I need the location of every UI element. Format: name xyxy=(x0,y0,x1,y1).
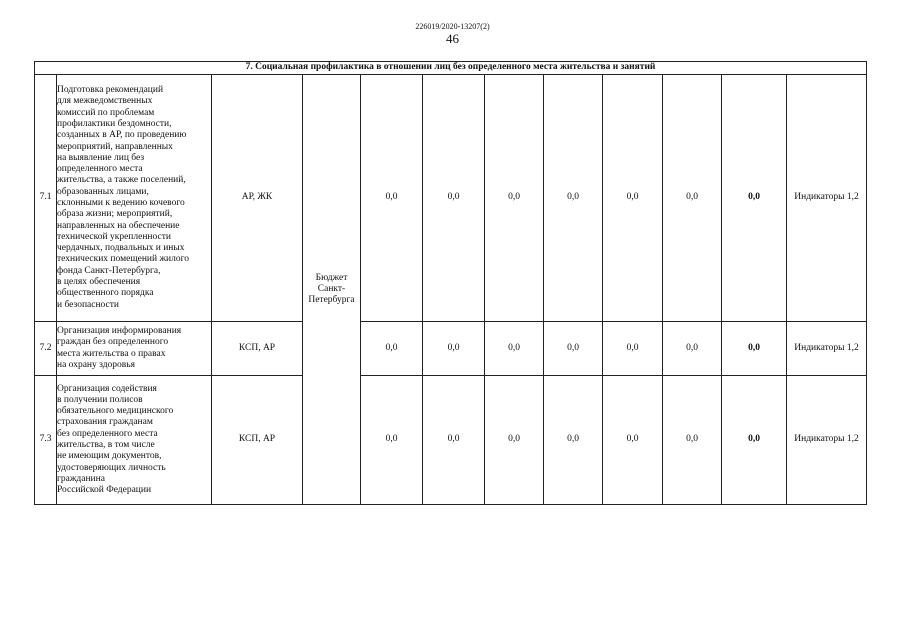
value-cell: 0,0 xyxy=(485,75,544,322)
executors: КСП, АР xyxy=(212,322,303,376)
total-cell: 0,0 xyxy=(722,376,787,505)
value-cell: 0,0 xyxy=(361,75,423,322)
value-cell: 0,0 xyxy=(603,75,663,322)
indicators: Индикаторы 1,2 xyxy=(787,376,867,505)
page-number: 46 xyxy=(446,31,459,46)
value-cell: 0,0 xyxy=(361,376,423,505)
indicators: Индикаторы 1,2 xyxy=(787,322,867,376)
value-cell: 0,0 xyxy=(544,376,603,505)
value-cell: 0,0 xyxy=(485,376,544,505)
value-cell: 0,0 xyxy=(663,322,722,376)
section-header-row xyxy=(35,62,867,75)
measure-description: Организация содействия в получении полисов обязательного медицинского страхования гражданам без определенного места жительства, в том числе не имеющим документов, удостоверяющих личность гражданина Российской Федерации xyxy=(57,376,212,505)
section-title: 7. Социальная профилактика в отношении лиц без определенного места жительства и занятий xyxy=(35,62,867,75)
value-cell: 0,0 xyxy=(423,322,485,376)
indicators: Индикаторы 1,2 xyxy=(787,75,867,322)
measure-description: Организация информирования граждан без определенного места жительства о правах на охрану здоровья xyxy=(57,322,212,376)
value-cell: 0,0 xyxy=(603,322,663,376)
table-row xyxy=(35,376,867,505)
total-cell: 0,0 xyxy=(722,322,787,376)
table-row xyxy=(35,322,867,376)
funding-source: Бюджет Санкт- Петербурга xyxy=(303,75,361,505)
table-row xyxy=(35,75,867,322)
value-cell: 0,0 xyxy=(485,322,544,376)
value-cell: 0,0 xyxy=(544,322,603,376)
row-number: 7.2 xyxy=(35,322,57,376)
value-cell: 0,0 xyxy=(423,75,485,322)
measure-description: Подготовка рекомендаций для межведомственных комиссий по проблемам профилактики бездомности, созданных в АР, по проведению мероприятий, направленных на выявление лиц без определенного места жительства, а также поселений, образованных лицами, склонными к ведению кочевого образа жизни; мероприятий, направленных на обеспечение технической укрепленности чердачных, подвальных и иных технических помещений жилого фонда Санкт-Петербурга, в целях обеспечения общественного порядка и безопасности xyxy=(57,75,212,322)
document-id: 226019/2020-13207(2) xyxy=(415,22,490,31)
value-cell: 0,0 xyxy=(423,376,485,505)
row-number: 7.1 xyxy=(35,75,57,322)
executors: АР, ЖК xyxy=(212,75,303,322)
total-cell: 0,0 xyxy=(722,75,787,322)
value-cell: 0,0 xyxy=(663,376,722,505)
value-cell: 0,0 xyxy=(361,322,423,376)
program-table xyxy=(34,61,867,505)
executors: КСП, АР xyxy=(212,376,303,505)
value-cell: 0,0 xyxy=(544,75,603,322)
row-number: 7.3 xyxy=(35,376,57,505)
value-cell: 0,0 xyxy=(663,75,722,322)
value-cell: 0,0 xyxy=(603,376,663,505)
